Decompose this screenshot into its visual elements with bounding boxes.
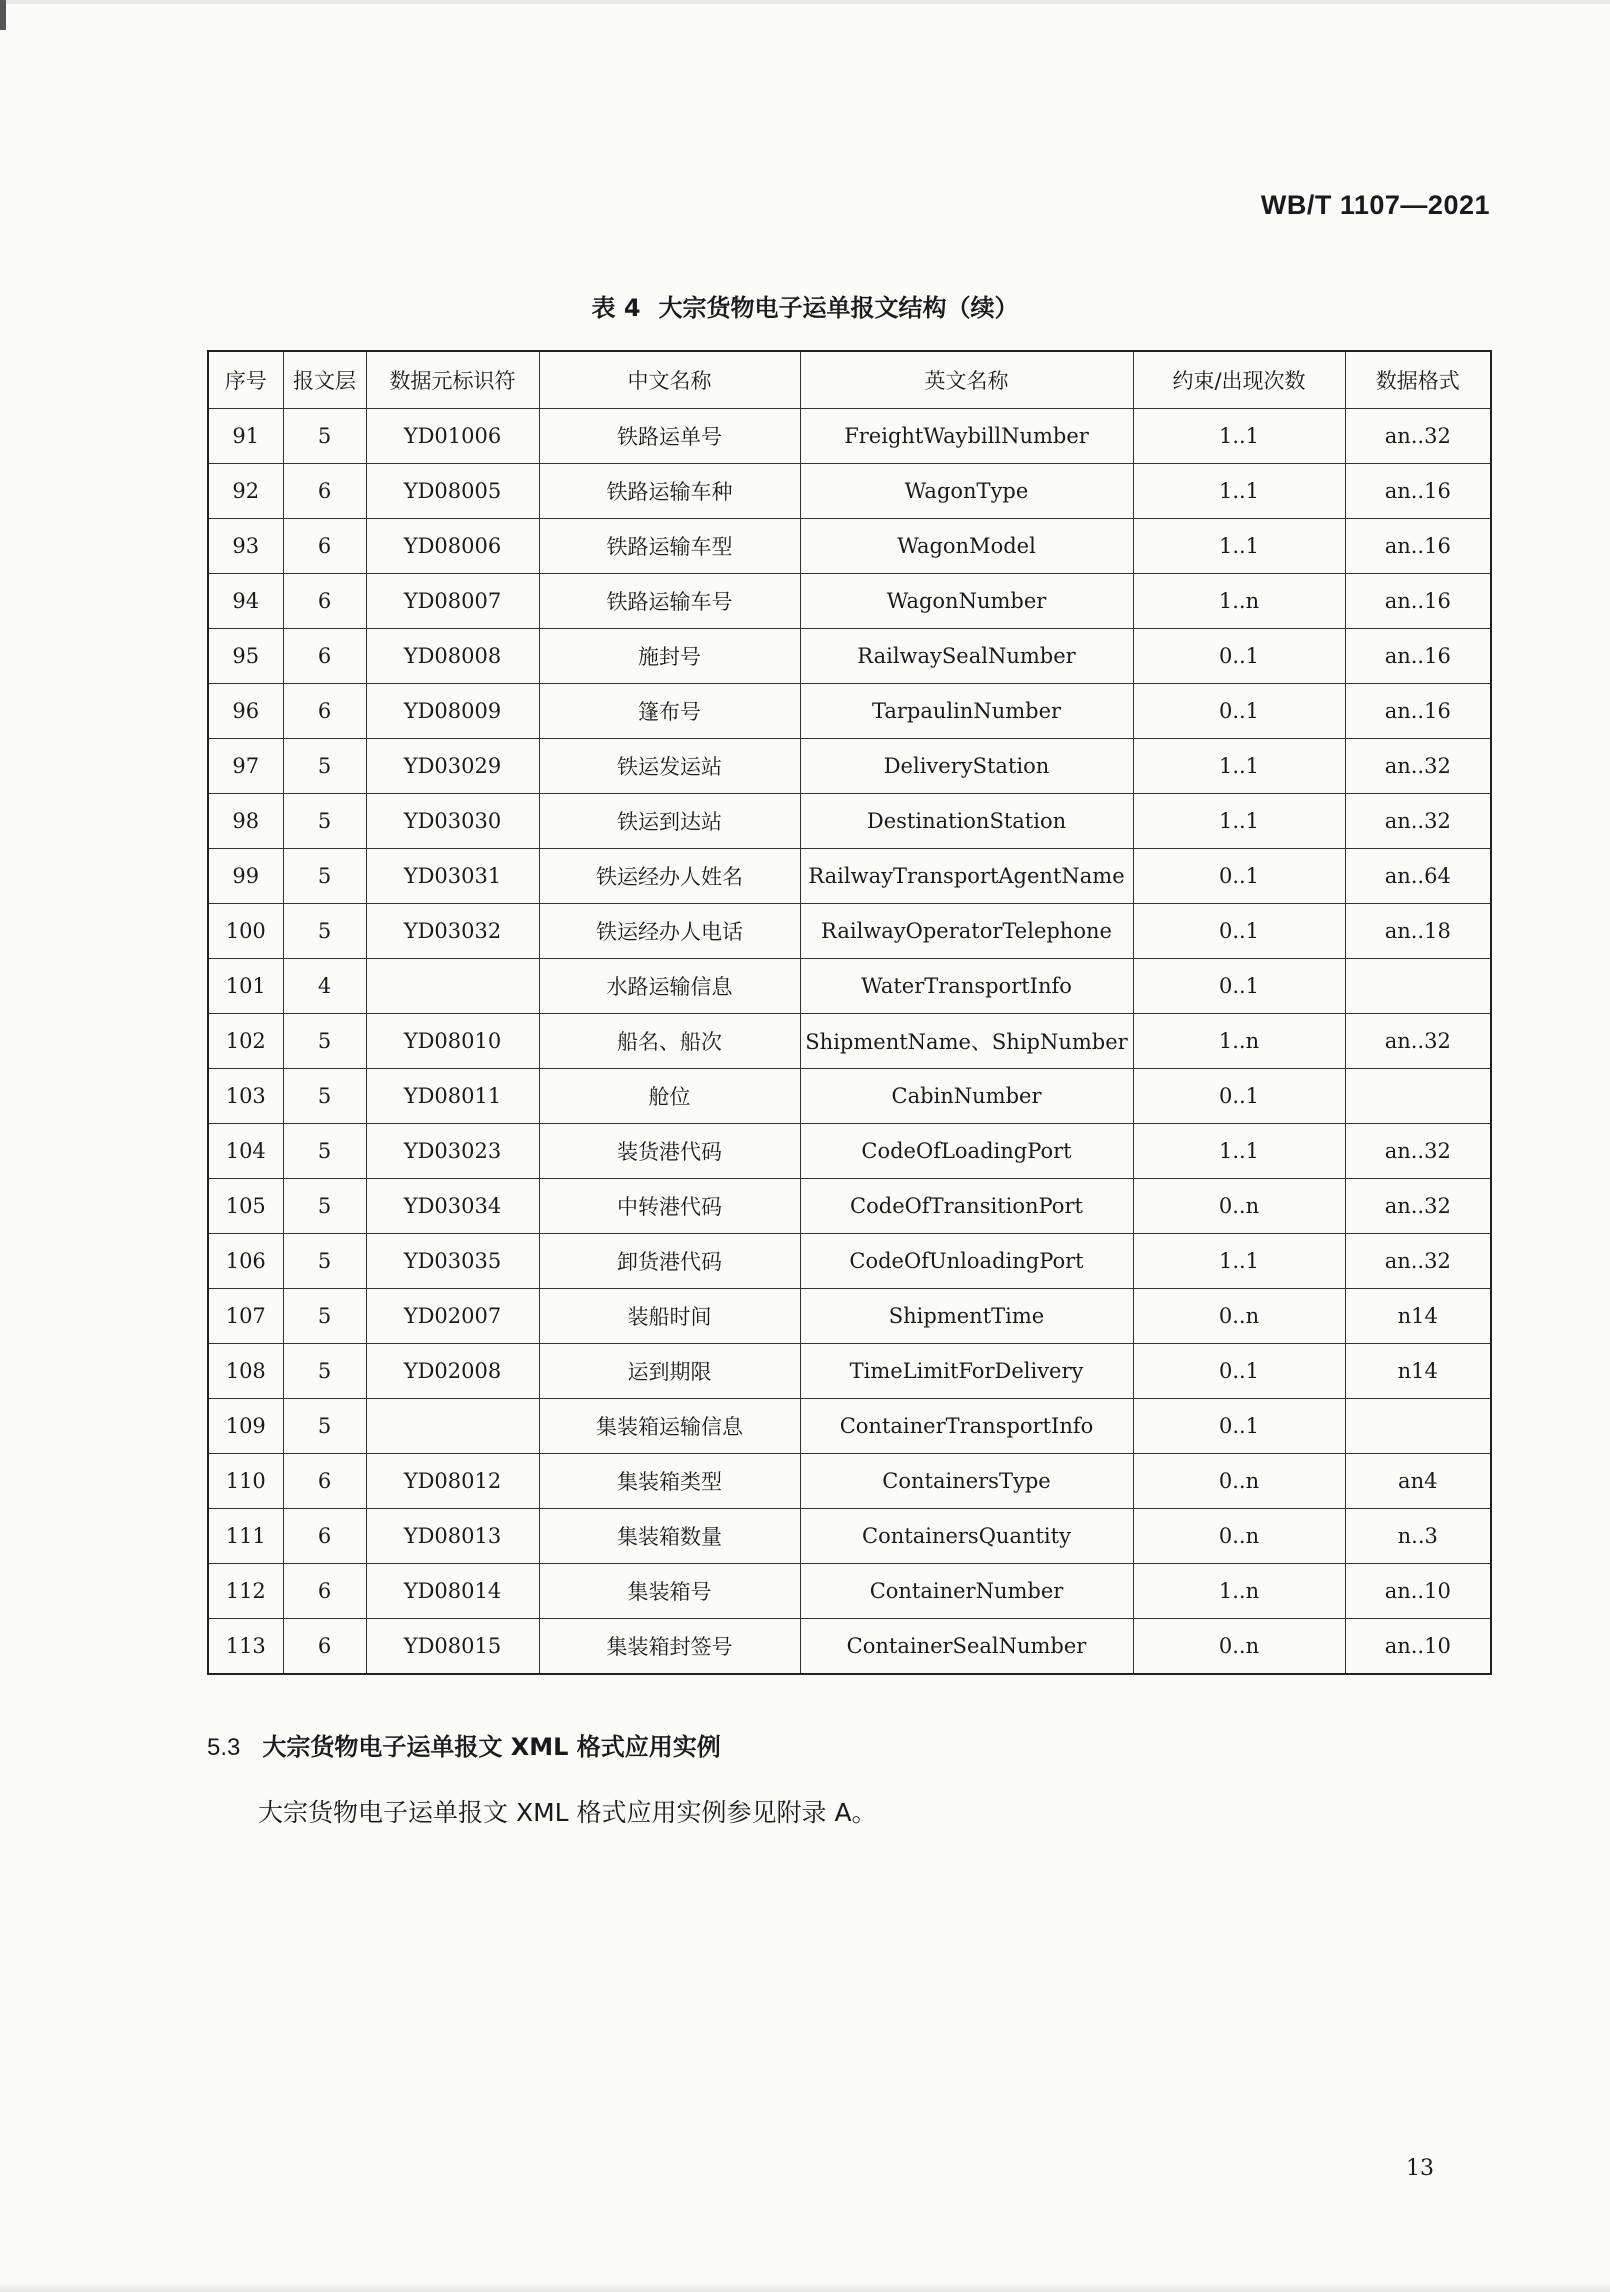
cell-level: 5 [283, 1344, 366, 1399]
table-row [208, 1124, 1491, 1179]
cell-level: 5 [283, 904, 366, 959]
cell-element-id: YD03031 [366, 849, 539, 904]
cell-english-name: ContainersType [800, 1454, 1133, 1509]
cell-english-name: CodeOfLoadingPort [800, 1124, 1133, 1179]
cell-level: 5 [283, 794, 366, 849]
cell-chinese-name: 铁路运输车号 [539, 574, 800, 629]
cell-level: 5 [283, 1179, 366, 1234]
cell-constraint: 0..1 [1133, 629, 1345, 684]
cell-english-name: TarpaulinNumber [800, 684, 1133, 739]
cell-seq: 106 [208, 1234, 283, 1289]
cell-seq: 99 [208, 849, 283, 904]
table-title [0, 288, 1610, 323]
table-row [208, 959, 1491, 1014]
cell-format: n14 [1345, 1289, 1491, 1344]
header-chinese-name: 中文名称 [539, 351, 800, 409]
cell-english-name: TimeLimitForDelivery [800, 1344, 1133, 1399]
cell-constraint: 0..1 [1133, 904, 1345, 959]
scan-edge-top [0, 0, 1610, 4]
table-row [208, 464, 1491, 519]
cell-seq: 110 [208, 1454, 283, 1509]
cell-format: an..10 [1345, 1564, 1491, 1619]
cell-element-id: YD08013 [366, 1509, 539, 1564]
cell-english-name: WagonNumber [800, 574, 1133, 629]
cell-english-name: DestinationStation [800, 794, 1133, 849]
cell-level: 6 [283, 684, 366, 739]
cell-format: an..16 [1345, 464, 1491, 519]
cell-element-id: YD08006 [366, 519, 539, 574]
cell-format [1345, 1399, 1491, 1454]
cell-chinese-name: 集装箱封签号 [539, 1619, 800, 1675]
cell-chinese-name: 铁运经办人电话 [539, 904, 800, 959]
cell-constraint: 0..n [1133, 1289, 1345, 1344]
cell-format: an..32 [1345, 409, 1491, 464]
table-row [208, 849, 1491, 904]
cell-level: 5 [283, 739, 366, 794]
cell-seq: 94 [208, 574, 283, 629]
cell-seq: 112 [208, 1564, 283, 1619]
cell-format: n..3 [1345, 1509, 1491, 1564]
cell-chinese-name: 铁路运输车型 [539, 519, 800, 574]
cell-element-id: YD02008 [366, 1344, 539, 1399]
cell-constraint: 1..n [1133, 1014, 1345, 1069]
cell-constraint: 1..1 [1133, 794, 1345, 849]
cell-element-id: YD03030 [366, 794, 539, 849]
cell-level: 5 [283, 1014, 366, 1069]
cell-seq: 100 [208, 904, 283, 959]
cell-element-id: YD01006 [366, 409, 539, 464]
cell-level: 5 [283, 1069, 366, 1124]
table-row [208, 409, 1491, 464]
header-element-id: 数据元标识符 [366, 351, 539, 409]
cell-format: an..64 [1345, 849, 1491, 904]
cell-english-name: RailwayOperatorTelephone [800, 904, 1133, 959]
cell-format: an..32 [1345, 1234, 1491, 1289]
cell-chinese-name: 舱位 [539, 1069, 800, 1124]
standard-code: WB/T 1107—2021 [1260, 190, 1490, 220]
cell-chinese-name: 卸货港代码 [539, 1234, 800, 1289]
cell-seq: 98 [208, 794, 283, 849]
cell-constraint: 0..1 [1133, 959, 1345, 1014]
cell-format: an..16 [1345, 519, 1491, 574]
cell-seq: 96 [208, 684, 283, 739]
cell-format: an..32 [1345, 1124, 1491, 1179]
cell-element-id: YD03029 [366, 739, 539, 794]
table-row [208, 1289, 1491, 1344]
cell-level: 5 [283, 409, 366, 464]
cell-english-name: ContainersQuantity [800, 1509, 1133, 1564]
cell-chinese-name: 船名、船次 [539, 1014, 800, 1069]
cell-seq: 111 [208, 1509, 283, 1564]
cell-level: 6 [283, 519, 366, 574]
cell-chinese-name: 装货港代码 [539, 1124, 800, 1179]
cell-constraint: 0..n [1133, 1509, 1345, 1564]
cell-level: 5 [283, 1124, 366, 1179]
cell-constraint: 1..1 [1133, 519, 1345, 574]
cell-english-name: FreightWaybillNumber [800, 409, 1133, 464]
cell-format [1345, 959, 1491, 1014]
cell-seq: 95 [208, 629, 283, 684]
section-title: 大宗货物电子运单报文 XML 格式应用实例 [262, 1733, 721, 1761]
cell-level: 4 [283, 959, 366, 1014]
cell-seq: 108 [208, 1344, 283, 1399]
cell-chinese-name: 集装箱类型 [539, 1454, 800, 1509]
cell-element-id: YD08014 [366, 1564, 539, 1619]
cell-seq: 101 [208, 959, 283, 1014]
cell-constraint: 0..n [1133, 1454, 1345, 1509]
cell-chinese-name: 水路运输信息 [539, 959, 800, 1014]
cell-chinese-name: 铁路运单号 [539, 409, 800, 464]
cell-format: an..32 [1345, 739, 1491, 794]
cell-chinese-name: 施封号 [539, 629, 800, 684]
cell-chinese-name: 运到期限 [539, 1344, 800, 1399]
cell-english-name: ContainerSealNumber [800, 1619, 1133, 1675]
cell-chinese-name: 中转港代码 [539, 1179, 800, 1234]
cell-level: 5 [283, 1399, 366, 1454]
table-row [208, 904, 1491, 959]
header-english-name: 英文名称 [800, 351, 1133, 409]
cell-element-id: YD08009 [366, 684, 539, 739]
table-row [208, 519, 1491, 574]
cell-constraint: 1..1 [1133, 739, 1345, 794]
cell-chinese-name: 集装箱号 [539, 1564, 800, 1619]
cell-seq: 107 [208, 1289, 283, 1344]
cell-english-name: DeliveryStation [800, 739, 1133, 794]
cell-format: an..32 [1345, 794, 1491, 849]
cell-level: 6 [283, 1509, 366, 1564]
cell-seq: 103 [208, 1069, 283, 1124]
table-header-row [208, 351, 1491, 409]
cell-constraint: 1..n [1133, 574, 1345, 629]
section-number: 5.3 [207, 1734, 241, 1761]
cell-chinese-name: 集装箱数量 [539, 1509, 800, 1564]
table-row [208, 1619, 1491, 1675]
cell-level: 6 [283, 1454, 366, 1509]
cell-format [1345, 1069, 1491, 1124]
cell-english-name: CodeOfUnloadingPort [800, 1234, 1133, 1289]
table-number: 表 4 [591, 294, 641, 322]
cell-constraint: 0..1 [1133, 684, 1345, 739]
cell-level: 5 [283, 1289, 366, 1344]
cell-chinese-name: 铁运发运站 [539, 739, 800, 794]
cell-chinese-name: 装船时间 [539, 1289, 800, 1344]
cell-english-name: ContainerTransportInfo [800, 1399, 1133, 1454]
cell-element-id [366, 959, 539, 1014]
cell-format: an..16 [1345, 684, 1491, 739]
page-number: 13 [1406, 2156, 1434, 2181]
cell-format: an..32 [1345, 1014, 1491, 1069]
cell-seq: 97 [208, 739, 283, 794]
cell-english-name: ShipmentName、ShipNumber [800, 1014, 1133, 1069]
cell-seq: 109 [208, 1399, 283, 1454]
cell-format: an..16 [1345, 629, 1491, 684]
cell-level: 5 [283, 849, 366, 904]
scan-edge-bottom [0, 2282, 1610, 2292]
cell-element-id: YD08010 [366, 1014, 539, 1069]
cell-chinese-name: 铁路运输车种 [539, 464, 800, 519]
cell-english-name: ShipmentTime [800, 1289, 1133, 1344]
cell-constraint: 0..1 [1133, 1399, 1345, 1454]
cell-chinese-name: 铁运经办人姓名 [539, 849, 800, 904]
header-level: 报文层 [283, 351, 366, 409]
table-row [208, 739, 1491, 794]
table-row [208, 1069, 1491, 1124]
cell-constraint: 1..1 [1133, 1234, 1345, 1289]
cell-format: n14 [1345, 1344, 1491, 1399]
table-body [208, 409, 1491, 1675]
cell-format: an..16 [1345, 574, 1491, 629]
section-heading [207, 1727, 721, 1762]
table-row [208, 1399, 1491, 1454]
table-row [208, 574, 1491, 629]
cell-format: an..32 [1345, 1179, 1491, 1234]
cell-constraint: 0..1 [1133, 1069, 1345, 1124]
table-row [208, 629, 1491, 684]
cell-element-id: YD03034 [366, 1179, 539, 1234]
cell-seq: 93 [208, 519, 283, 574]
cell-element-id: YD08011 [366, 1069, 539, 1124]
cell-level: 6 [283, 1619, 366, 1675]
cell-seq: 92 [208, 464, 283, 519]
cell-level: 6 [283, 574, 366, 629]
cell-english-name: ContainerNumber [800, 1564, 1133, 1619]
cell-element-id [366, 1399, 539, 1454]
cell-constraint: 1..1 [1133, 409, 1345, 464]
data-table [207, 350, 1492, 1675]
cell-element-id: YD03032 [366, 904, 539, 959]
cell-seq: 102 [208, 1014, 283, 1069]
header-format: 数据格式 [1345, 351, 1491, 409]
table-row [208, 1014, 1491, 1069]
cell-english-name: CabinNumber [800, 1069, 1133, 1124]
cell-element-id: YD08005 [366, 464, 539, 519]
cell-element-id: YD08008 [366, 629, 539, 684]
cell-element-id: YD02007 [366, 1289, 539, 1344]
cell-element-id: YD03035 [366, 1234, 539, 1289]
scan-edge-left [0, 0, 6, 30]
table-title-text: 大宗货物电子运单报文结构（续） [658, 294, 1019, 322]
table-row [208, 1344, 1491, 1399]
table-row [208, 794, 1491, 849]
cell-element-id: YD08007 [366, 574, 539, 629]
cell-constraint: 1..1 [1133, 464, 1345, 519]
cell-chinese-name: 篷布号 [539, 684, 800, 739]
cell-english-name: RailwaySealNumber [800, 629, 1133, 684]
table-row [208, 1234, 1491, 1289]
header-seq: 序号 [208, 351, 283, 409]
cell-english-name: CodeOfTransitionPort [800, 1179, 1133, 1234]
table-row [208, 1564, 1491, 1619]
cell-english-name: WagonModel [800, 519, 1133, 574]
cell-constraint: 0..1 [1133, 1344, 1345, 1399]
cell-element-id: YD03023 [366, 1124, 539, 1179]
table-row [208, 1509, 1491, 1564]
cell-seq: 91 [208, 409, 283, 464]
cell-constraint: 0..n [1133, 1619, 1345, 1675]
cell-level: 6 [283, 629, 366, 684]
cell-level: 5 [283, 1234, 366, 1289]
header-constraint: 约束/出现次数 [1133, 351, 1345, 409]
cell-constraint: 1..n [1133, 1564, 1345, 1619]
cell-element-id: YD08012 [366, 1454, 539, 1509]
cell-chinese-name: 铁运到达站 [539, 794, 800, 849]
cell-english-name: WaterTransportInfo [800, 959, 1133, 1014]
cell-constraint: 0..1 [1133, 849, 1345, 904]
cell-constraint: 1..1 [1133, 1124, 1345, 1179]
cell-level: 6 [283, 464, 366, 519]
cell-chinese-name: 集装箱运输信息 [539, 1399, 800, 1454]
cell-element-id: YD08015 [366, 1619, 539, 1675]
cell-english-name: WagonType [800, 464, 1133, 519]
body-paragraph: 大宗货物电子运单报文 XML 格式应用实例参见附录 A。 [258, 1798, 877, 1827]
cell-english-name: RailwayTransportAgentName [800, 849, 1133, 904]
cell-seq: 113 [208, 1619, 283, 1675]
cell-constraint: 0..n [1133, 1179, 1345, 1234]
cell-seq: 104 [208, 1124, 283, 1179]
cell-format: an..18 [1345, 904, 1491, 959]
cell-format: an4 [1345, 1454, 1491, 1509]
table-row [208, 1179, 1491, 1234]
cell-format: an..10 [1345, 1619, 1491, 1675]
cell-level: 6 [283, 1564, 366, 1619]
table-row [208, 1454, 1491, 1509]
cell-seq: 105 [208, 1179, 283, 1234]
table-row [208, 684, 1491, 739]
